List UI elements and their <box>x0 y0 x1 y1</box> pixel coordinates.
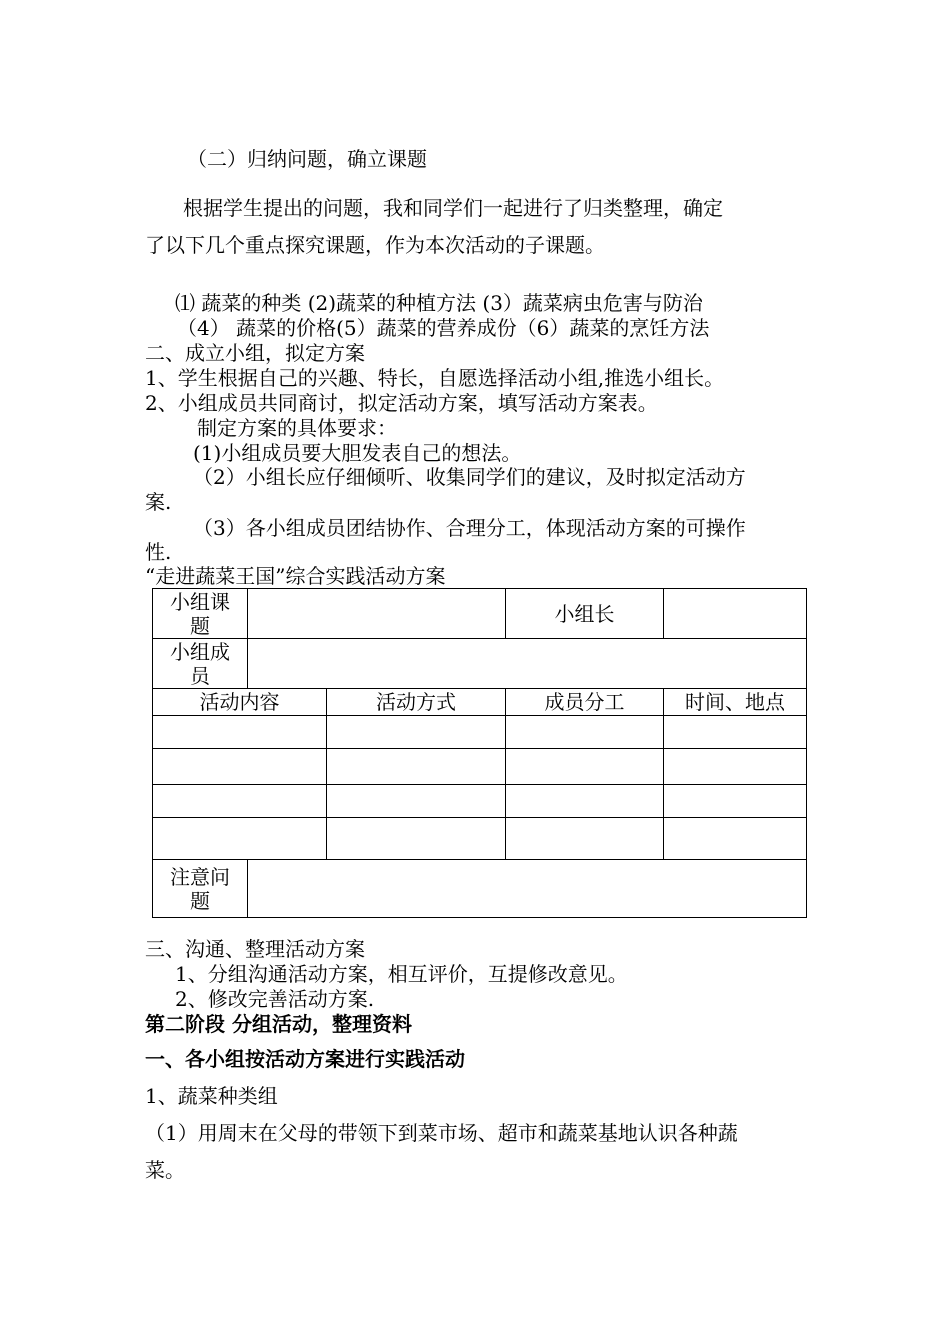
table-cell[interactable] <box>506 785 664 818</box>
col-header-content <box>153 689 327 716</box>
table-cell[interactable] <box>506 749 664 785</box>
stage-2-subheading: 一、各小组按活动方案进行实践活动 <box>145 1047 465 1071</box>
group-1-heading: 1、蔬菜种类组 <box>145 1084 278 1108</box>
col-header-method <box>327 689 506 716</box>
intro-paragraph-line-1: 根据学生提出的问题，我和同学们一起进行了归类整理，确定 <box>183 196 723 220</box>
step-1: 1、学生根据自己的兴趣、特长，自愿选择活动小组,推选小组长。 <box>145 366 725 390</box>
table-row <box>153 818 807 860</box>
table-cell[interactable] <box>664 716 807 749</box>
col-header-time-place <box>664 689 807 716</box>
notes-label-line-1: 注意问 <box>170 864 230 889</box>
part-3-item-1: 1、分组沟通活动方案，相互评价，互提修改意见。 <box>175 962 628 986</box>
group-1-item-1-line-1: （1）用周末在父母的带领下到菜市场、超市和蔬菜基地认识各种蔬 <box>145 1121 738 1145</box>
requirements-title: 制定方案的具体要求： <box>197 416 397 440</box>
table-cell[interactable] <box>327 785 506 818</box>
table-row <box>153 639 807 689</box>
notes-label-line-2: 题 <box>190 888 210 913</box>
topics-line-2: （4） 蔬菜的价格(5）蔬菜的营养成份（6）蔬菜的烹饪方法 <box>177 316 710 340</box>
table-cell[interactable] <box>153 716 327 749</box>
topic-value-cell[interactable] <box>248 589 506 639</box>
table-row <box>153 749 807 785</box>
table-cell[interactable] <box>153 749 327 785</box>
col-header-method-label: 活动方式 <box>376 690 456 714</box>
members-value-cell[interactable] <box>248 639 807 689</box>
col-header-time-place-label: 时间、地点 <box>685 690 785 714</box>
requirement-2-line-2: 案. <box>145 490 172 514</box>
table-cell[interactable] <box>664 818 807 860</box>
topic-label-line-2: 题 <box>190 613 210 638</box>
topics-line-1: ⑴ 蔬菜的种类 (2)蔬菜的种植方法 (3）蔬菜病虫危害与防治 <box>175 291 703 315</box>
intro-paragraph-line-2: 了以下几个重点探究课题，作为本次活动的子课题。 <box>145 233 605 257</box>
activity-plan-table <box>152 588 807 918</box>
requirement-1: (1)小组成员要大胆发表自己的想法。 <box>193 441 522 465</box>
table-cell[interactable] <box>327 716 506 749</box>
notes-label-cell <box>153 860 248 918</box>
members-label-cell <box>153 639 248 689</box>
group-1-item-1-line-2: 菜。 <box>145 1158 185 1182</box>
table-cell[interactable] <box>506 716 664 749</box>
part-3-heading: 三、沟通、整理活动方案 <box>145 937 365 961</box>
col-header-division <box>506 689 664 716</box>
table-header-row <box>153 689 807 716</box>
part-2-heading: 二、成立小组，拟定方案 <box>145 341 365 365</box>
section-heading: （二）归纳问题，确立课题 <box>187 147 427 171</box>
part-3-item-2: 2、修改完善活动方案. <box>175 987 375 1011</box>
table-cell[interactable] <box>664 785 807 818</box>
leader-value-cell[interactable] <box>664 589 807 639</box>
topic-label-line-1: 小组课 <box>170 589 230 614</box>
topic-label-cell <box>153 589 248 639</box>
members-label-line-1: 小组成 <box>170 639 230 664</box>
table-row <box>153 785 807 818</box>
step-2: 2、小组成员共同商讨，拟定活动方案，填写活动方案表。 <box>145 391 658 415</box>
table-cell[interactable] <box>327 818 506 860</box>
table-row <box>153 716 807 749</box>
table-cell[interactable] <box>153 818 327 860</box>
notes-value-cell[interactable] <box>248 860 807 918</box>
stage-2-heading: 第二阶段 分组活动，整理资料 <box>145 1012 412 1036</box>
table-title: “走进蔬菜王国”综合实践活动方案 <box>145 564 446 588</box>
leader-label: 小组长 <box>554 601 615 626</box>
table-cell[interactable] <box>664 749 807 785</box>
table-cell[interactable] <box>327 749 506 785</box>
col-header-division-label: 成员分工 <box>544 690 625 714</box>
table-row <box>153 589 807 639</box>
table-cell[interactable] <box>506 818 664 860</box>
leader-label-cell <box>506 589 664 639</box>
requirement-2-line-1: （2）小组长应仔细倾听、收集同学们的建议，及时拟定活动方 <box>193 465 746 489</box>
table-cell[interactable] <box>153 785 327 818</box>
table-row <box>153 860 807 918</box>
requirement-3-line-2: 性. <box>145 540 172 564</box>
requirement-3-line-1: （3）各小组成员团结协作、合理分工，体现活动方案的可操作 <box>193 516 746 540</box>
members-label-line-2: 员 <box>190 663 210 688</box>
col-header-content-label: 活动内容 <box>199 690 280 714</box>
